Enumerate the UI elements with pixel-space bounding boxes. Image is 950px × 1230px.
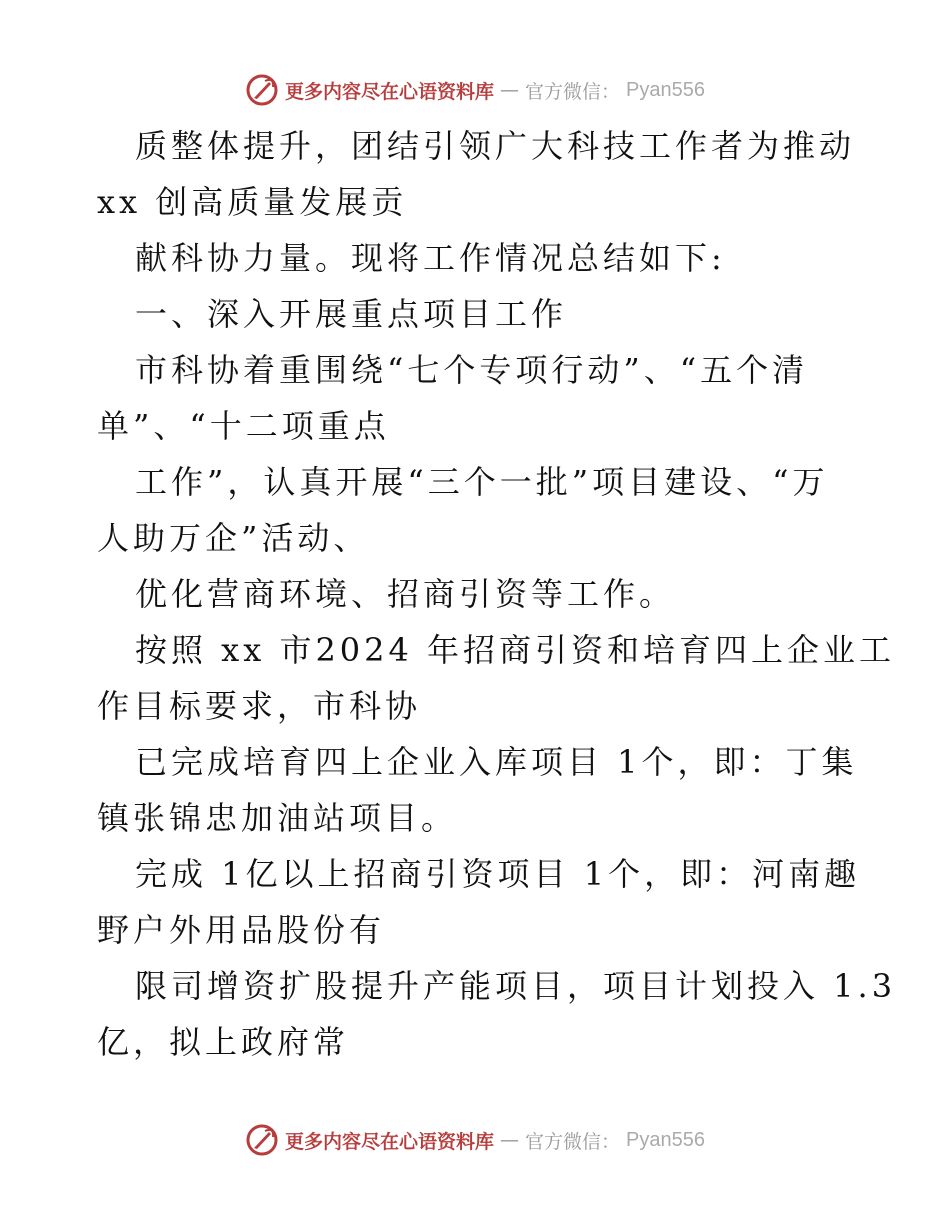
text-line: 已完成培育四上企业入库项目 1个，即：丁集: [135, 743, 858, 781]
watermark-dash: —: [500, 79, 520, 101]
text-line: 野户外用品股份有: [97, 911, 386, 949]
watermark-note: 官方微信：: [525, 80, 621, 103]
quill-logo-icon: [245, 1123, 279, 1157]
watermark-wechat-id: Pyan556: [626, 78, 705, 101]
text-line: 质整体提升，团结引领广大科技工作者为推动: [135, 127, 856, 165]
text-line: 市科协着重围绕“七个专项行动”、“五个清: [135, 351, 809, 389]
text-line: 限司增资扩股提升产能项目，项目计划投入 1.3: [135, 967, 897, 1005]
text-line: 优化营商环境、招商引资等工作。: [135, 575, 676, 613]
footer-watermark: [0, 1120, 950, 1160]
text-line: 完成 1亿以上招商引资项目 1个，即：河南趣: [135, 855, 861, 893]
text-line: 按照 xx 市2024 年招商引资和培育四上企业工: [135, 631, 896, 669]
header-watermark: [0, 70, 950, 110]
watermark-wechat-id: Pyan556: [626, 1128, 705, 1151]
text-line: 亿，拟上政府常: [97, 1023, 350, 1061]
text-line: 镇张锦忠加油站项目。: [97, 799, 458, 837]
text-line: 单”、“十二项重点: [97, 407, 390, 445]
text-line: 献科协力量。现将工作情况总结如下:: [135, 239, 726, 277]
watermark-brand: 更多内容尽在心语资料库: [285, 80, 495, 103]
text-line: 作目标要求，市科协: [97, 687, 422, 725]
text-line: xx 创高质量发展贡: [97, 183, 408, 221]
text-line: 一、深入开展重点项目工作: [135, 295, 568, 333]
text-line: 工作”，认真开展“三个一批”项目建设、“万: [135, 463, 829, 501]
quill-logo-icon: [245, 73, 279, 107]
watermark-brand: 更多内容尽在心语资料库: [285, 1130, 495, 1153]
watermark-dash: —: [500, 1129, 520, 1151]
watermark-note: 官方微信：: [525, 1130, 621, 1153]
text-line: 人助万企”活动、: [97, 519, 370, 557]
document-body: [97, 118, 897, 1070]
